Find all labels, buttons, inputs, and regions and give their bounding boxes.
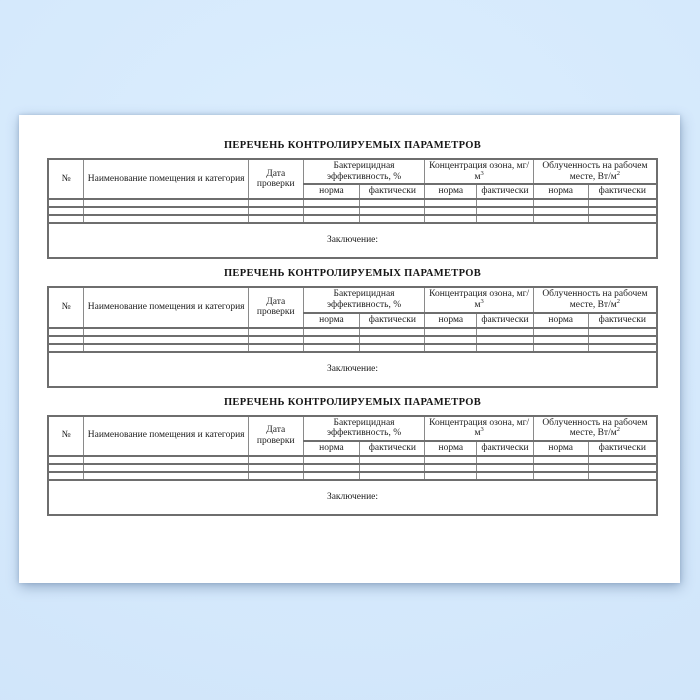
col-room-name: Наименование помещения и категория — [84, 159, 248, 199]
empty-cell — [588, 199, 657, 207]
empty-cell — [360, 464, 425, 472]
empty-cell — [425, 199, 477, 207]
empty-cell — [360, 199, 425, 207]
empty-cell — [303, 344, 360, 352]
empty-cell — [360, 215, 425, 223]
empty-cell — [48, 328, 84, 336]
col-group-irradiance — [533, 287, 657, 312]
empty-cell — [588, 456, 657, 464]
empty-cell — [588, 328, 657, 336]
paper-sheet — [19, 115, 680, 583]
empty-cell — [48, 464, 84, 472]
empty-cell — [425, 344, 477, 352]
empty-cell — [303, 464, 360, 472]
empty-cell — [477, 464, 534, 472]
empty-cell — [248, 464, 303, 472]
empty-cell — [477, 472, 534, 480]
empty-cell — [84, 464, 248, 472]
parameters-table — [47, 286, 658, 387]
conclusion-row — [48, 480, 657, 515]
conclusion-row — [48, 352, 657, 387]
empty-cell — [533, 215, 588, 223]
header-row-groups — [48, 416, 657, 441]
col-group-irradiance — [533, 416, 657, 441]
col-group-bactericidal: Бактерицидная эффективность, % — [303, 159, 425, 184]
col-room-name: Наименование помещения и категория — [84, 416, 248, 456]
empty-cell — [48, 199, 84, 207]
empty-cell — [425, 336, 477, 344]
col-ozone-actual: фактически — [477, 184, 534, 199]
col-check-date: Дата проверки — [248, 287, 303, 327]
empty-cell — [477, 199, 534, 207]
form-block-2 — [47, 268, 658, 387]
empty-cell — [248, 328, 303, 336]
empty-cell — [360, 336, 425, 344]
ozone-superscript: 3 — [480, 297, 484, 305]
col-number: № — [48, 159, 84, 199]
empty-cell — [48, 215, 84, 223]
col-irradiance-norm: норма — [533, 184, 588, 199]
empty-cell — [533, 199, 588, 207]
empty-cell — [303, 456, 360, 464]
empty-cell — [84, 472, 248, 480]
col-group-bactericidal: Бактерицидная эффективность, % — [303, 416, 425, 441]
table-row — [48, 207, 657, 215]
col-check-date: Дата проверки — [248, 159, 303, 199]
col-bactericidal-norm: норма — [303, 441, 360, 456]
empty-cell — [84, 215, 248, 223]
col-bactericidal-actual: фактически — [360, 313, 425, 328]
empty-cell — [303, 199, 360, 207]
empty-cell — [533, 207, 588, 215]
ozone-superscript: 3 — [480, 169, 484, 177]
empty-cell — [303, 215, 360, 223]
col-number: № — [48, 287, 84, 327]
table-row — [48, 464, 657, 472]
col-group-irradiance — [533, 159, 657, 184]
empty-cell — [477, 215, 534, 223]
table-row — [48, 199, 657, 207]
empty-cell — [360, 472, 425, 480]
empty-cell — [425, 215, 477, 223]
empty-cell — [303, 328, 360, 336]
col-bactericidal-norm: норма — [303, 313, 360, 328]
header-row-groups — [48, 287, 657, 312]
empty-cell — [588, 344, 657, 352]
empty-cell — [84, 456, 248, 464]
irradiance-superscript: 2 — [616, 297, 620, 305]
empty-cell — [303, 207, 360, 215]
empty-cell — [425, 464, 477, 472]
empty-cell — [360, 344, 425, 352]
irradiance-superscript: 2 — [616, 425, 620, 433]
empty-cell — [533, 344, 588, 352]
col-bactericidal-actual: фактически — [360, 184, 425, 199]
empty-cell — [48, 336, 84, 344]
empty-cell — [425, 207, 477, 215]
col-room-name: Наименование помещения и категория — [84, 287, 248, 327]
col-group-ozone — [425, 159, 533, 184]
irradiance-label: Облученность на рабочем месте, Вт/м — [542, 161, 648, 182]
col-ozone-actual: фактически — [477, 441, 534, 456]
empty-cell — [533, 472, 588, 480]
empty-cell — [477, 456, 534, 464]
empty-cell — [248, 456, 303, 464]
empty-cell — [84, 328, 248, 336]
col-ozone-actual: фактически — [477, 313, 534, 328]
col-irradiance-actual: фактически — [588, 313, 657, 328]
empty-cell — [48, 456, 84, 464]
col-group-bactericidal: Бактерицидная эффективность, % — [303, 287, 425, 312]
col-check-date: Дата проверки — [248, 416, 303, 456]
empty-cell — [84, 207, 248, 215]
conclusion-label: Заключение: — [48, 480, 657, 515]
empty-cell — [425, 456, 477, 464]
table-title: ПЕРЕЧЕНЬ КОНТРОЛИРУЕМЫХ ПАРАМЕТРОВ — [223, 268, 482, 280]
empty-cell — [303, 472, 360, 480]
empty-cell — [588, 472, 657, 480]
col-group-ozone — [425, 287, 533, 312]
col-ozone-norm: норма — [425, 441, 477, 456]
empty-cell — [303, 336, 360, 344]
empty-cell — [477, 207, 534, 215]
ozone-label: Концентрация озона, мг/м — [429, 161, 530, 182]
irradiance-label: Облученность на рабочем месте, Вт/м — [542, 417, 648, 439]
empty-cell — [425, 472, 477, 480]
table-title: ПЕРЕЧЕНЬ КОНТРОЛИРУЕМЫХ ПАРАМЕТРОВ — [223, 396, 482, 408]
form-block-1 — [47, 140, 658, 259]
empty-cell — [477, 328, 534, 336]
conclusion-row — [48, 223, 657, 258]
empty-cell — [477, 336, 534, 344]
table-row — [48, 344, 657, 352]
empty-cell — [248, 344, 303, 352]
col-group-ozone — [425, 416, 533, 441]
empty-cell — [588, 464, 657, 472]
parameters-table — [47, 415, 658, 516]
col-ozone-norm: норма — [425, 313, 477, 328]
table-row — [48, 336, 657, 344]
empty-cell — [477, 344, 534, 352]
empty-cell — [84, 199, 248, 207]
ozone-label: Концентрация озона, мг/м — [429, 417, 530, 439]
col-bactericidal-norm: норма — [303, 184, 360, 199]
table-row — [48, 215, 657, 223]
empty-cell — [248, 336, 303, 344]
ozone-superscript: 3 — [480, 425, 484, 433]
empty-cell — [533, 464, 588, 472]
irradiance-superscript: 2 — [616, 169, 620, 177]
empty-cell — [84, 344, 248, 352]
empty-cell — [425, 328, 477, 336]
col-irradiance-actual: фактически — [588, 184, 657, 199]
empty-cell — [248, 215, 303, 223]
col-ozone-norm: норма — [425, 184, 477, 199]
col-irradiance-norm: норма — [533, 313, 588, 328]
table-title: ПЕРЕЧЕНЬ КОНТРОЛИРУЕМЫХ ПАРАМЕТРОВ — [223, 140, 482, 151]
empty-cell — [533, 456, 588, 464]
empty-cell — [84, 336, 248, 344]
empty-cell — [248, 207, 303, 215]
col-irradiance-norm: норма — [533, 441, 588, 456]
conclusion-label: Заключение: — [48, 352, 657, 387]
empty-cell — [533, 336, 588, 344]
empty-cell — [360, 456, 425, 464]
empty-cell — [360, 207, 425, 215]
ozone-label: Концентрация озона, мг/м — [429, 289, 530, 310]
empty-cell — [248, 472, 303, 480]
col-number: № — [48, 416, 84, 456]
empty-cell — [588, 207, 657, 215]
header-row-groups — [48, 159, 657, 184]
empty-cell — [248, 199, 303, 207]
table-row — [48, 472, 657, 480]
col-irradiance-actual: фактически — [588, 441, 657, 456]
conclusion-label: Заключение: — [48, 223, 657, 258]
empty-cell — [588, 336, 657, 344]
form-block-3 — [47, 397, 658, 516]
table-row — [48, 456, 657, 464]
col-bactericidal-actual: фактически — [360, 441, 425, 456]
empty-cell — [533, 328, 588, 336]
empty-cell — [48, 207, 84, 215]
empty-cell — [360, 328, 425, 336]
table-row — [48, 328, 657, 336]
empty-cell — [588, 215, 657, 223]
empty-cell — [48, 344, 84, 352]
empty-cell — [48, 472, 84, 480]
parameters-table — [47, 158, 658, 259]
irradiance-label: Облученность на рабочем месте, Вт/м — [542, 289, 648, 310]
